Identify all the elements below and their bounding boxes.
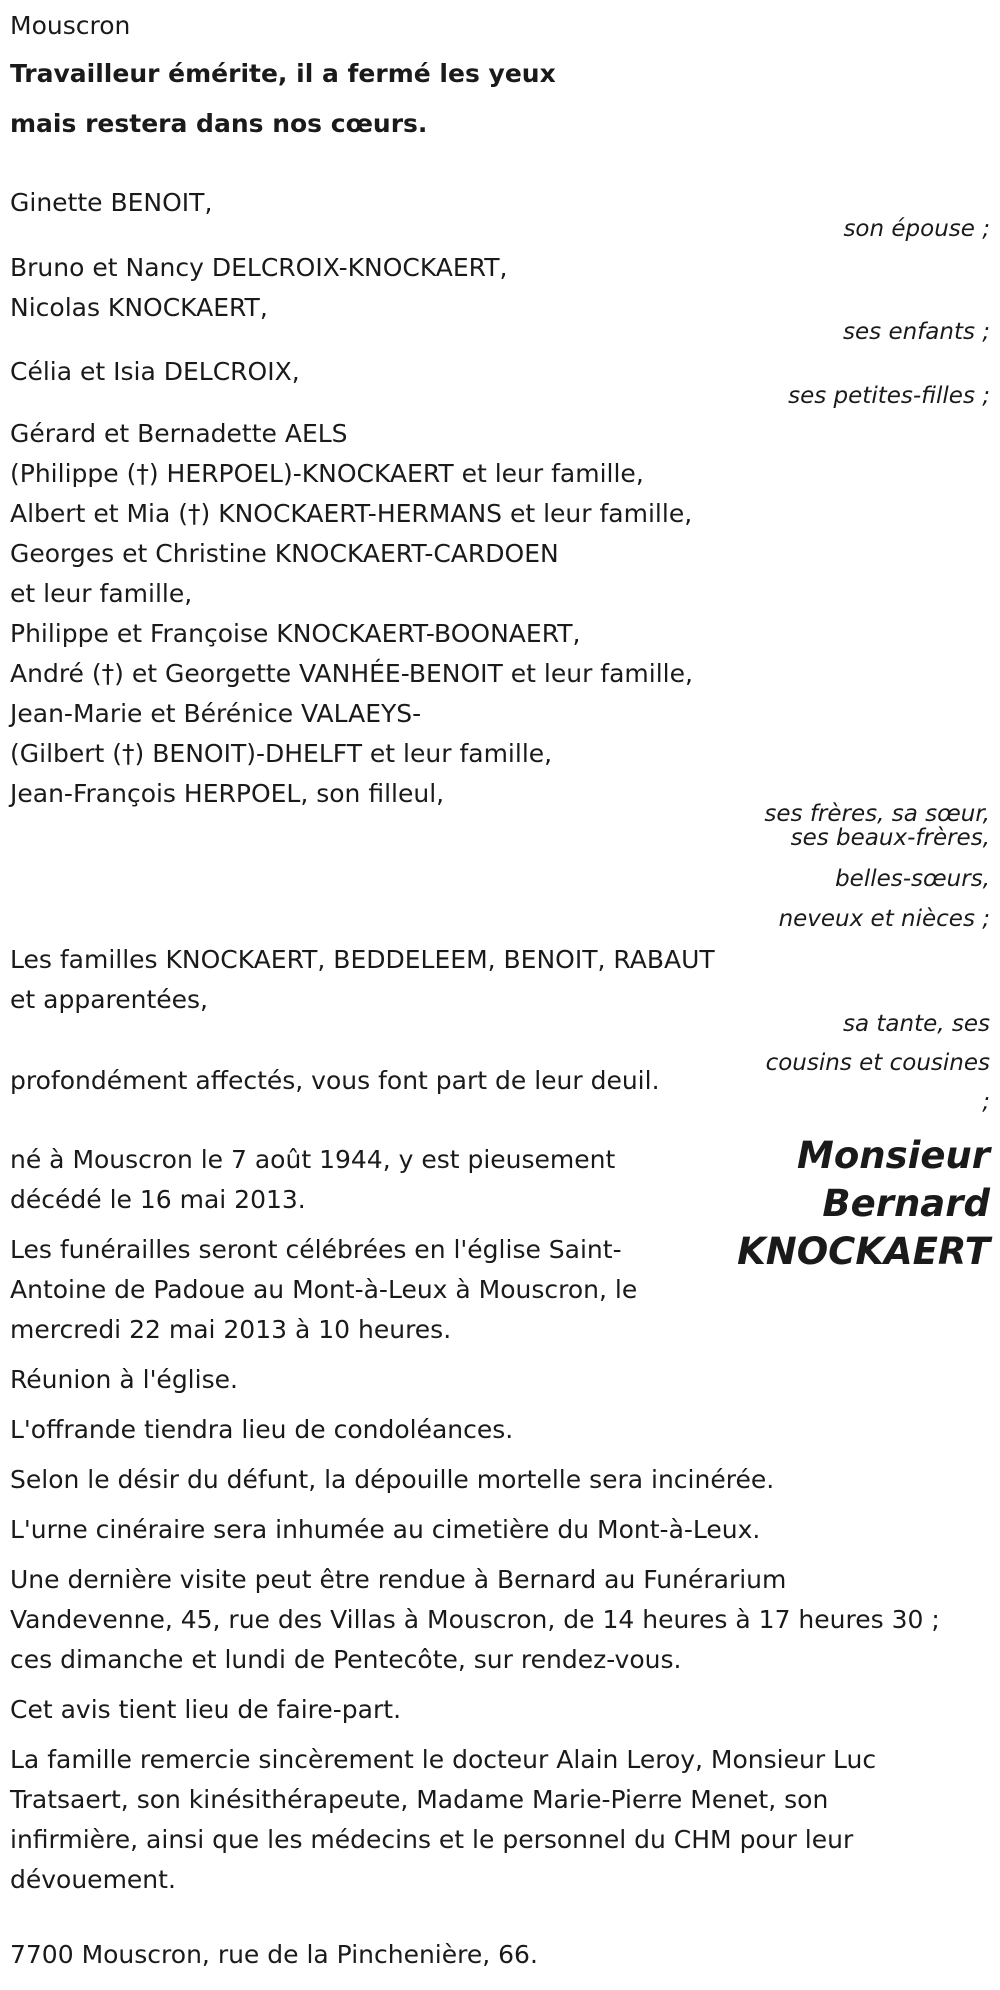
address: 7700 Mouscron, rue de la Pinchenière, 66. <box>10 1940 538 1969</box>
siblings-role-1: ses frères, sa sœur, <box>764 801 990 827</box>
sibling-line: Jean-Marie et Bérénice VALAEYS- <box>10 699 422 728</box>
families-role-1: sa tante, ses <box>843 1011 990 1037</box>
spouse-role: son épouse ; <box>843 216 990 242</box>
meeting-note: Réunion à l'église. <box>10 1365 238 1394</box>
birth-death-line: né à Mouscron le 7 août 1944, y est pieusement <box>10 1145 616 1174</box>
families-role-2: cousins et cousines <box>765 1050 990 1076</box>
thanks-line: La famille remercie sincèrement le docteur Alain Leroy, Monsieur Luc <box>10 1745 877 1774</box>
birth-death <box>10 1140 615 1220</box>
cremation-note: Selon le désir du défunt, la dépouille mortelle sera incinérée. <box>10 1465 775 1494</box>
birth-death-line: décédé le 16 mai 2013. <box>10 1185 306 1214</box>
sibling-line: Philippe et Françoise KNOCKAERT-BOONAERT, <box>10 619 581 648</box>
funeral-line: mercredi 22 mai 2013 à 10 heures. <box>10 1315 452 1344</box>
sibling-line: (Gilbert (†) BENOIT)-DHELFT et leur famille, <box>10 739 553 768</box>
deceased-name <box>737 1132 990 1276</box>
sibling-line: Georges et Christine KNOCKAERT-CARDOEN <box>10 539 559 568</box>
sibling-line: André (†) et Georgette VANHÉE-BENOIT et leur famille, <box>10 659 693 688</box>
announcement: profondément affectés, vous font part de leur deuil. <box>10 1066 660 1095</box>
thanks-line: dévouement. <box>10 1865 176 1894</box>
funeral-line: Antoine de Padoue au Mont-à-Leux à Mouscron, le <box>10 1275 638 1304</box>
notice-note: Cet avis tient lieu de faire-part. <box>10 1695 402 1724</box>
offering-note: L'offrande tiendra lieu de condoléances. <box>10 1415 514 1444</box>
spouse-name: Ginette BENOIT, <box>10 188 213 217</box>
families-line: Les familles KNOCKAERT, BEDDELEEM, BENOIT, RABAUT <box>10 945 715 974</box>
sibling-line: (Philippe (†) HERPOEL)-KNOCKAERT et leur famille, <box>10 459 644 488</box>
sibling-line: et leur famille, <box>10 579 193 608</box>
visit-info <box>10 1560 940 1680</box>
thanks-line: infirmière, ainsi que les médecins et le personnel du CHM pour leur <box>10 1825 854 1854</box>
tagline-line-2: mais restera dans nos cœurs. <box>10 109 428 138</box>
funeral-line: Les funérailles seront célébrées en l'église Saint- <box>10 1235 622 1264</box>
sibling-line: Albert et Mia (†) KNOCKAERT-HERMANS et leur famille, <box>10 499 693 528</box>
child-name: Nicolas KNOCKAERT, <box>10 293 268 322</box>
siblings-role-2: ses beaux-frères, <box>790 825 990 851</box>
deceased-title: Monsieur <box>797 1134 990 1177</box>
families-list <box>10 940 715 1020</box>
grandchildren-role: ses petites-filles ; <box>788 383 990 409</box>
siblings-role-3: belles-sœurs, <box>835 866 990 892</box>
siblings-list <box>10 414 693 814</box>
families-line: et apparentées, <box>10 985 208 1014</box>
city-heading: Mouscron <box>10 11 131 40</box>
funeral-info <box>10 1230 637 1350</box>
deceased-last-name: KNOCKAERT <box>737 1230 990 1273</box>
visit-line: ces dimanche et lundi de Pentecôte, sur rendez-vous. <box>10 1645 682 1674</box>
visit-line: Une dernière visite peut être rendue à Bernard au Funérarium <box>10 1565 787 1594</box>
sibling-line: Jean-François HERPOEL, son filleul, <box>10 779 445 808</box>
families-role-3: ; <box>982 1089 990 1115</box>
thanks-paragraph <box>10 1740 876 1900</box>
tagline-line-1: Travailleur émérite, il a fermé les yeux <box>10 59 556 88</box>
visit-line: Vandevenne, 45, rue des Villas à Mouscron, de 14 heures à 17 heures 30 ; <box>10 1605 940 1634</box>
deceased-first-name: Bernard <box>822 1182 990 1225</box>
siblings-role-4: neveux et nièces ; <box>778 906 990 932</box>
thanks-line: Tratsaert, son kinésithérapeute, Madame Marie-Pierre Menet, son <box>10 1785 829 1814</box>
child-name: Bruno et Nancy DELCROIX-KNOCKAERT, <box>10 253 508 282</box>
children-list <box>10 248 507 328</box>
sibling-line: Gérard et Bernadette AELS <box>10 419 348 448</box>
grandchildren-names: Célia et Isia DELCROIX, <box>10 357 300 386</box>
children-role: ses enfants ; <box>843 319 990 345</box>
urn-note: L'urne cinéraire sera inhumée au cimetière du Mont-à-Leux. <box>10 1515 761 1544</box>
